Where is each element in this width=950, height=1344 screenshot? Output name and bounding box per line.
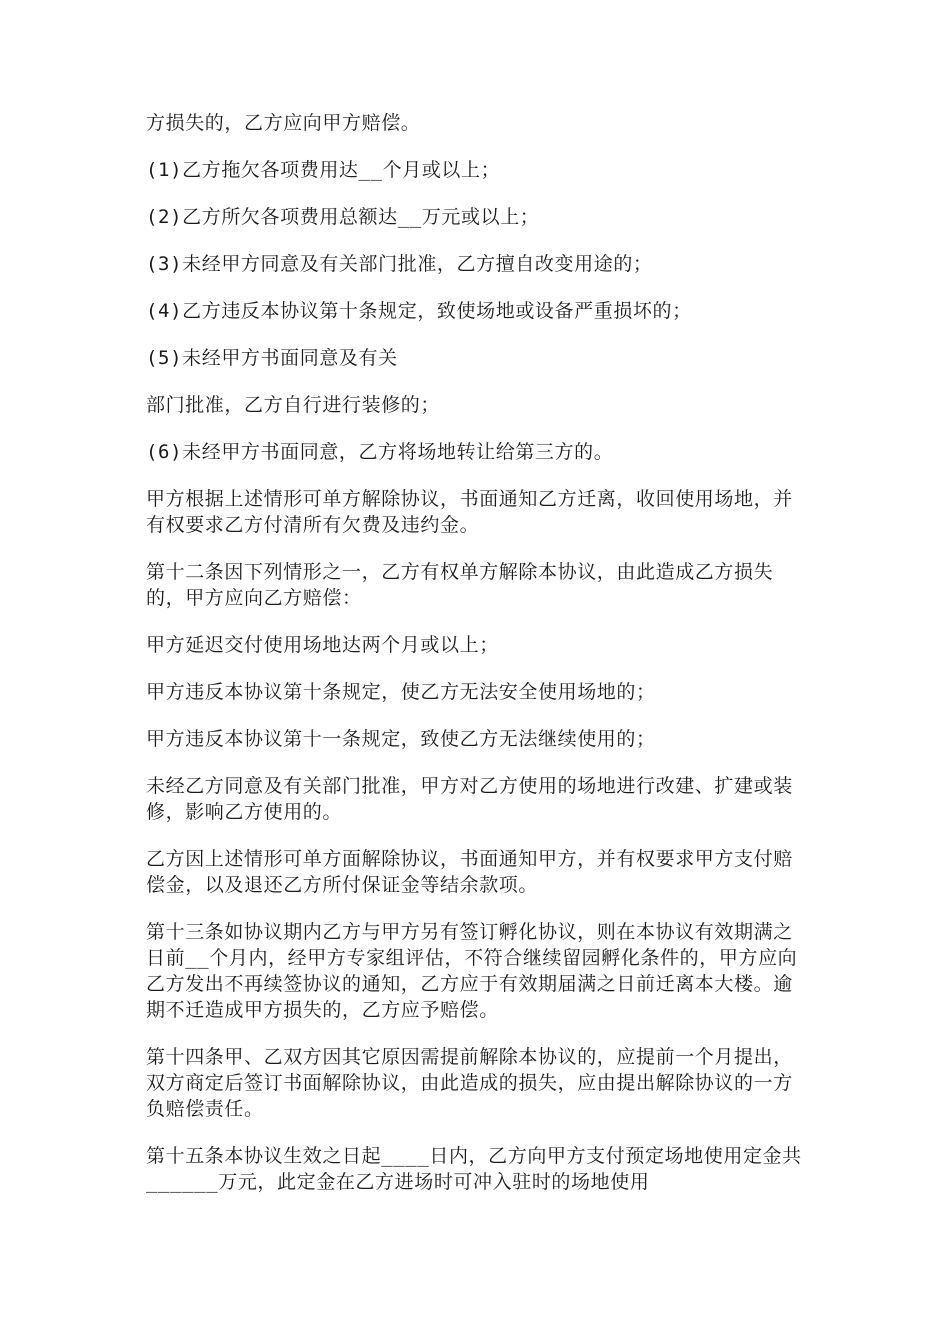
paragraph-10: 第十二条因下列情形之一，乙方有权单方解除本协议，由此造成乙方损失的，甲方应向乙方赔偿： [146, 561, 774, 609]
paragraph-14: 未经乙方同意及有关部门批准，甲方对乙方使用的场地进行改建、扩建或装修，影响乙方使用的。 [146, 775, 793, 823]
paragraph-2: (1)乙方拖欠各项费用达__个月或以上； [146, 159, 501, 181]
paragraph-15: 乙方因上述情形可单方面解除协议，书面通知甲方，并有权要求甲方支付赔偿金，以及退还乙方所付保证金等结余款项。 [146, 848, 793, 896]
paragraph-16: 第十三条如协议期内乙方与甲方另有签订孵化协议，则在本协议有效期满之日前__个月内，经甲方专家组评估，不符合继续留园孵化条件的，甲方应向乙方发出不再续签协议的通知，乙方应于有效期届满之日前迁离本大楼。逾期不迁造成甲方损失的，乙方应予赔偿。 [146, 921, 798, 1021]
paragraph-9: 甲方根据上述情形可单方解除协议，书面通知乙方迁离，收回使用场地，并有权要求乙方付清所有欠费及违约金。 [146, 488, 793, 536]
paragraph-18: 第十五条本协议生效之日起____日内，乙方向甲方支付预定场地使用定金共______万元，此定金在乙方进场时可冲入驻时的场地使用 [146, 1145, 802, 1193]
paragraph-3: (2)乙方所欠各项费用总额达__万元或以上； [146, 206, 540, 228]
paragraph-17: 第十四条甲、乙双方因其它原因需提前解除本协议的，应提前一个月提出，双方商定后签订书面解除协议，由此造成的损失，应由提出解除协议的一方负赔偿责任。 [146, 1046, 793, 1120]
paragraph-6: (5)未经甲方书面同意及有关 [146, 347, 398, 369]
paragraph-13: 甲方违反本协议第十一条规定，致使乙方无法继续使用的； [146, 728, 656, 750]
paragraph-1: 方损失的，乙方应向甲方赔偿。 [146, 112, 421, 134]
paragraph-5: (4)乙方违反本协议第十条规定，致使场地或设备严重损坏的； [146, 300, 692, 322]
document-body [146, 110, 810, 1216]
paragraph-8: (6)未经甲方书面同意，乙方将场地转让给第三方的。 [146, 441, 614, 463]
paragraph-11: 甲方延迟交付使用场地达两个月或以上； [146, 634, 499, 656]
paragraph-7: 部门批准，乙方自行进行装修的； [146, 394, 441, 416]
paragraph-12: 甲方违反本协议第十条规定，使乙方无法安全使用场地的； [146, 681, 656, 703]
paragraph-4: (3)未经甲方同意及有关部门批准，乙方擅自改变用途的； [146, 253, 653, 275]
